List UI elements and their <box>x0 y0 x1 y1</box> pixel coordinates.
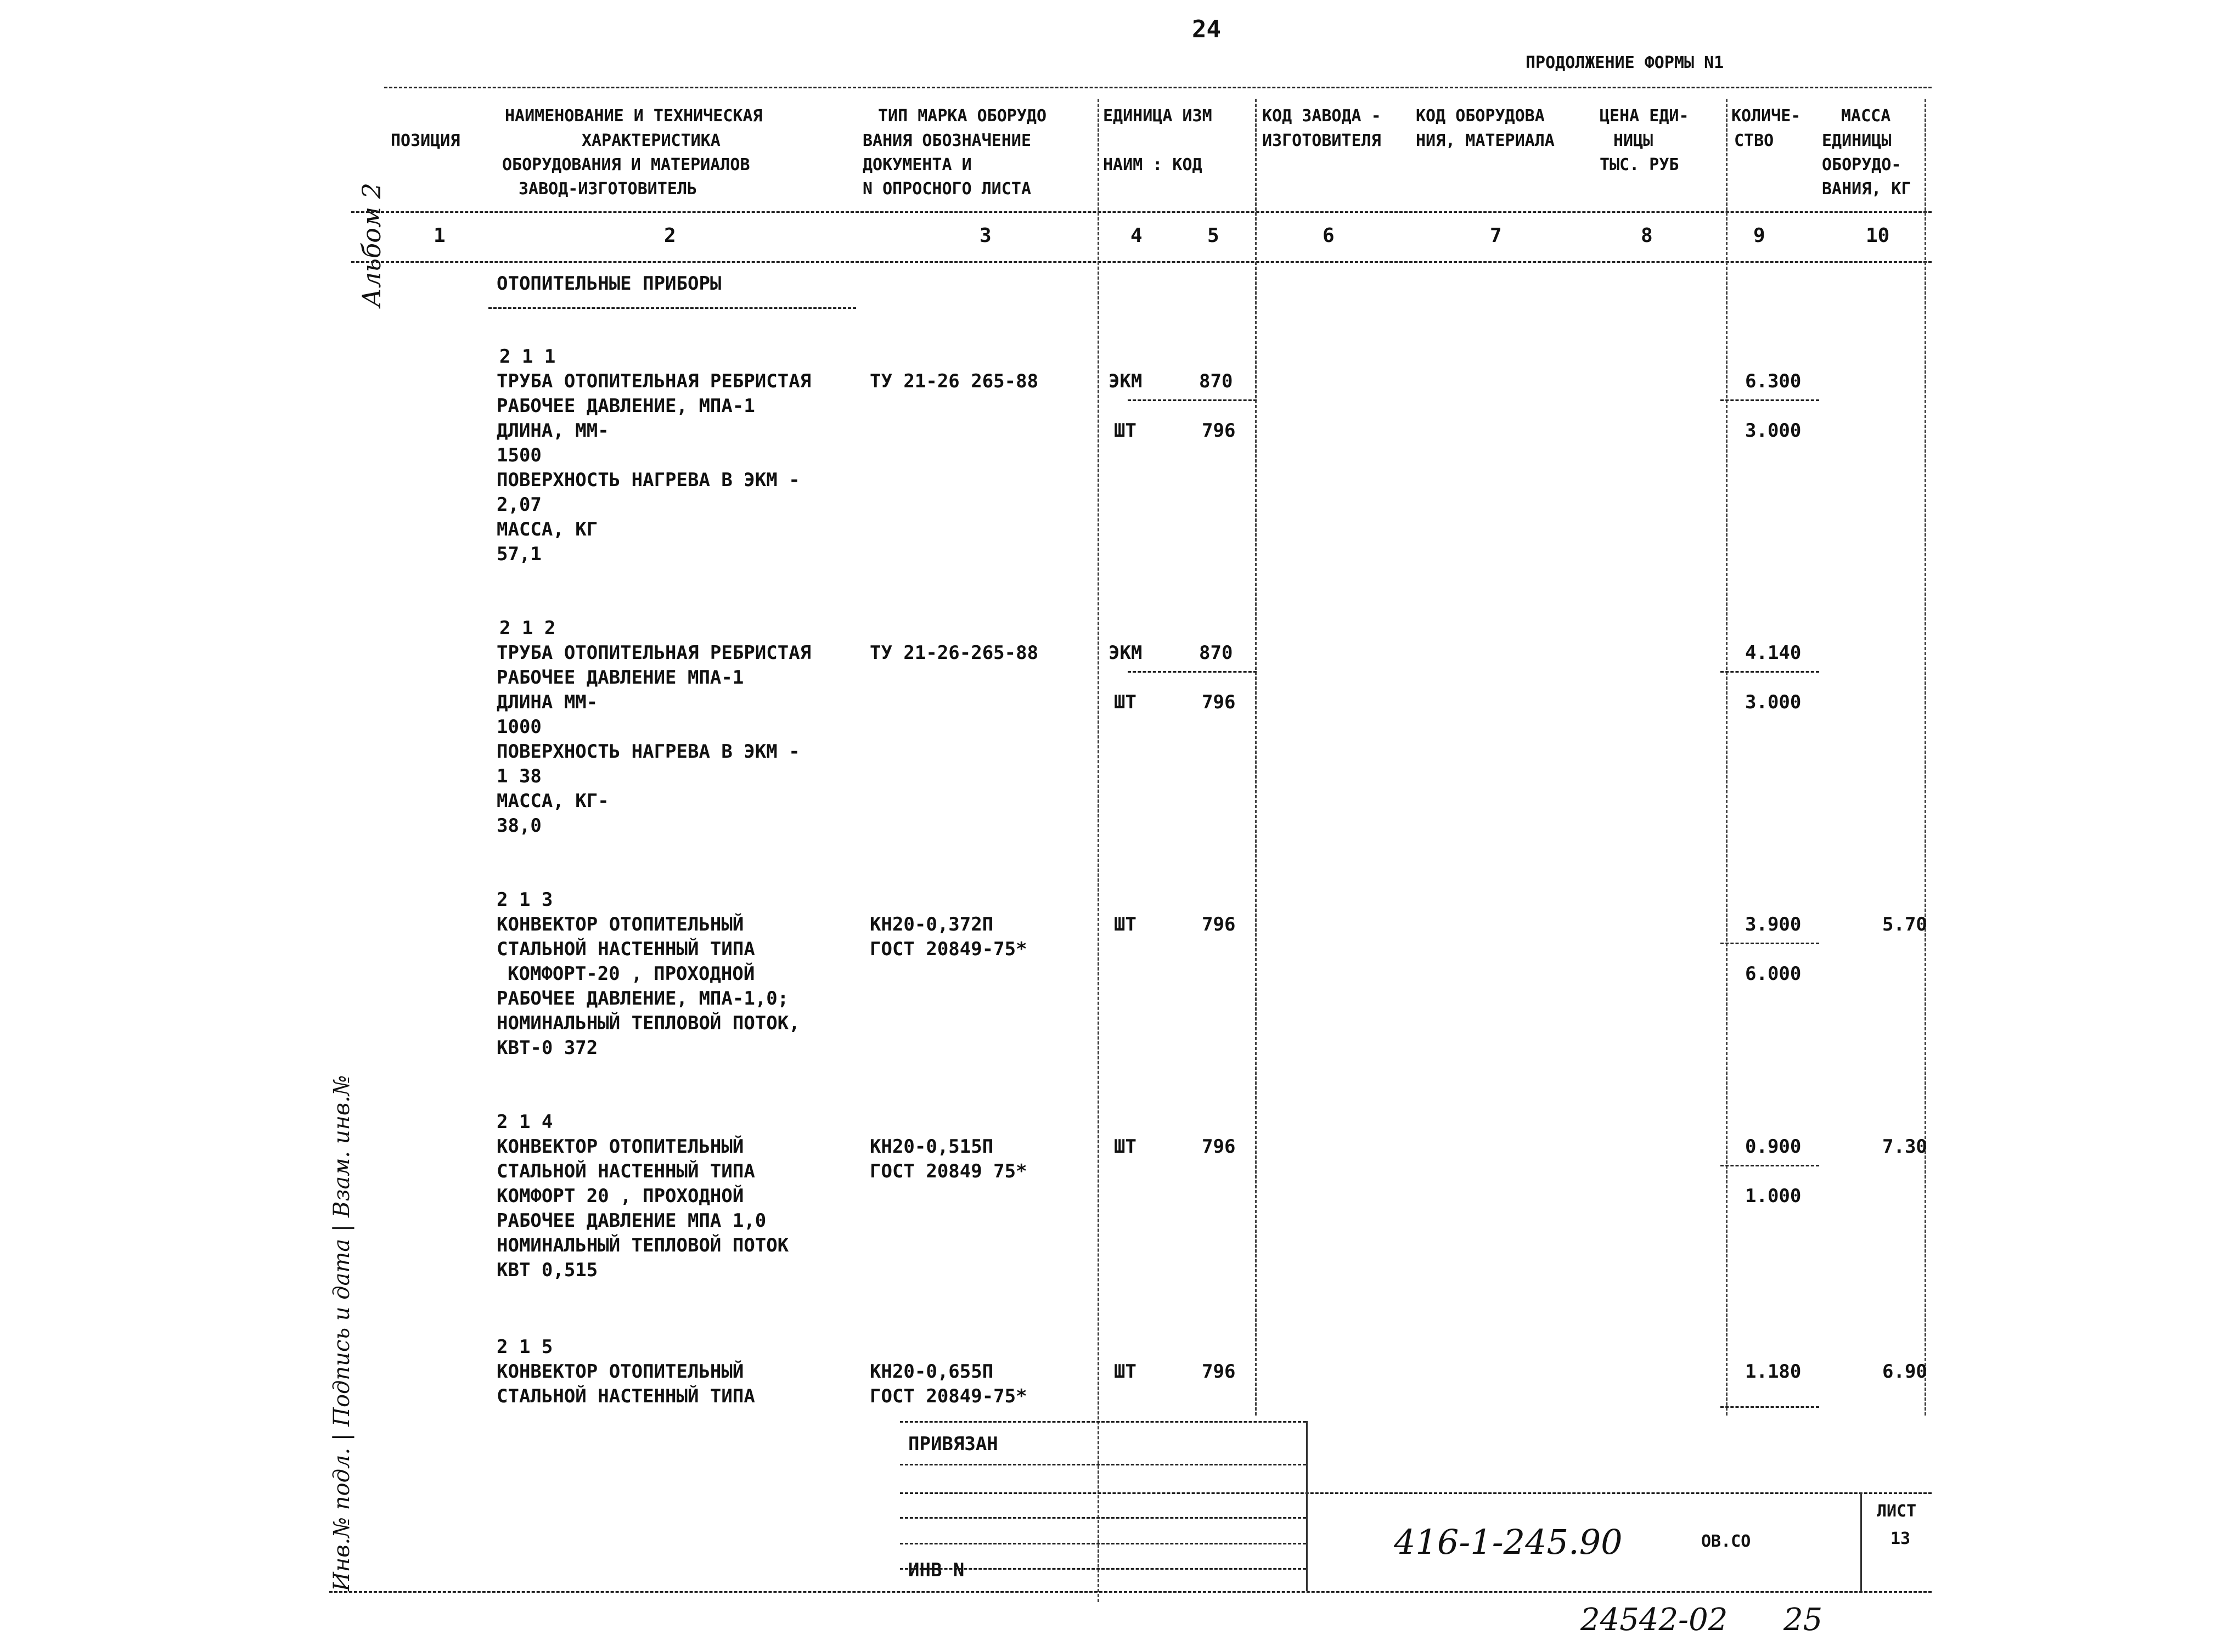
item-name-line: СТАЛЬНОЙ НАСТЕННЫЙ ТИПА <box>497 938 755 960</box>
item-unit-name: ЭКМ <box>1108 642 1143 664</box>
item-unit-code: 796 <box>1202 914 1236 935</box>
item-qty: 1.180 <box>1745 1361 1802 1383</box>
header-col3-line1: ТИП МАРКА ОБОРУДО <box>878 106 1047 126</box>
item-unit-code: 796 <box>1202 691 1236 713</box>
item-mass: 6.90 <box>1882 1361 1927 1383</box>
item-name-line: МАССА, КГ- <box>497 790 609 812</box>
item-name-line: ПОВЕРХНОСТЬ НАГРЕВА В ЭКМ - <box>497 469 800 491</box>
column-number: 7 <box>1490 224 1502 247</box>
stamp-inv-no: ИНВ N <box>908 1559 965 1581</box>
col-sep <box>1098 99 1099 1602</box>
item-name-line: 1 38 <box>497 765 542 787</box>
item-name-line: РАБОЧЕЕ ДАВЛЕНИЕ МПА 1,0 <box>497 1210 767 1232</box>
col-sep <box>1925 99 1926 1416</box>
item-name-line: НОМИНАЛЬНЫЙ ТЕПЛОВОЙ ПОТОК, <box>497 1012 800 1034</box>
item-type: ТУ 21-26 265-88 <box>870 370 1039 392</box>
item-type: КН20-0,655П <box>870 1361 994 1383</box>
header-col8-line2: НИЦЫ <box>1613 131 1653 150</box>
item-name-line: ПОВЕРХНОСТЬ НАГРЕВА В ЭКМ - <box>497 741 800 763</box>
item-qty: 4.140 <box>1745 642 1802 664</box>
item-qty: 6.000 <box>1745 963 1802 985</box>
header-col6-line1: КОД ЗАВОДА - <box>1262 106 1381 126</box>
item-name-line: РАБОЧЕЕ ДАВЛЕНИЕ МПА-1 <box>497 667 744 689</box>
stamp-sheet-label: ЛИСТ <box>1877 1502 1917 1521</box>
item-pos: 2 1 5 <box>497 1336 553 1358</box>
stamp-privyazan: ПРИВЯЗАН <box>908 1433 998 1455</box>
item-qty: 3.000 <box>1745 420 1802 442</box>
stamp-rule <box>900 1543 1306 1544</box>
header-col8-line1: ЦЕНА ЕДИ- <box>1600 106 1689 126</box>
item-pos: 2 1 2 <box>499 617 556 639</box>
stamp-rule <box>900 1492 1932 1494</box>
item-name-line: ТРУБА ОТОПИТЕЛЬНАЯ РЕБРИСТАЯ <box>497 642 812 664</box>
column-number: 1 <box>434 224 446 247</box>
item-unit-code: 796 <box>1202 1136 1236 1158</box>
item-unit-code: 870 <box>1199 642 1233 664</box>
header-col3-line2: ВАНИЯ ОБОЗНАЧЕНИЕ <box>863 131 1032 150</box>
item-type: ТУ 21-26-265-88 <box>870 642 1039 664</box>
item-unit-name: ЭКМ <box>1108 370 1143 392</box>
item-qty: 0.900 <box>1745 1136 1802 1158</box>
item-pos: 2 1 4 <box>497 1111 553 1133</box>
qty-divider <box>1720 399 1819 401</box>
header-col1: ПОЗИЦИЯ <box>391 131 460 150</box>
stamp-divider <box>1306 1421 1308 1591</box>
item-name-line: СТАЛЬНОЙ НАСТЕННЫЙ ТИПА <box>497 1385 755 1407</box>
header-col10-line2: ЕДИНИЦЫ <box>1822 131 1892 150</box>
column-number: 10 <box>1866 224 1890 247</box>
item-name-line: РАБОЧЕЕ ДАВЛЕНИЕ, МПА-1 <box>497 395 755 417</box>
column-number: 5 <box>1207 224 1219 247</box>
item-name-line: ДЛИНА ММ- <box>497 691 598 713</box>
header-col8-line3: ТЫС. РУБ <box>1600 155 1679 174</box>
item-type: ГОСТ 20849 75* <box>870 1160 1027 1182</box>
item-unit-name: ШТ <box>1114 420 1136 442</box>
item-qty: 3.900 <box>1745 914 1802 935</box>
qty-divider <box>1720 671 1819 673</box>
header-col45-line2: НАИМ : КОД <box>1103 155 1202 174</box>
stamp-doc-code: 416-1-245.90 <box>1394 1522 1623 1562</box>
item-name-line: МАССА, КГ <box>497 518 598 540</box>
column-number: 8 <box>1641 224 1653 247</box>
column-number: 6 <box>1323 224 1335 247</box>
rule-bottom <box>329 1591 1932 1593</box>
item-type: КН20-0,372П <box>870 914 994 935</box>
qty-divider <box>1720 1406 1819 1408</box>
section-underline <box>488 307 856 309</box>
item-name-line: КОМФОРТ-20 , ПРОХОДНОЙ <box>508 963 755 985</box>
item-pos: 2 1 1 <box>499 346 556 368</box>
item-name-line: КОНВЕКТОР ОТОПИТЕЛЬНЫЙ <box>497 1136 744 1158</box>
stamp-doc-suffix: ОВ.СО <box>1701 1532 1751 1551</box>
item-name-line: 1000 <box>497 716 542 738</box>
header-col7-line1: КОД ОБОРУДОВА <box>1416 106 1545 126</box>
item-name-line: КОНВЕКТОР ОТОПИТЕЛЬНЫЙ <box>497 914 744 935</box>
column-number: 3 <box>980 224 992 247</box>
header-col9-line1: КОЛИЧЕ- <box>1731 106 1801 126</box>
item-name-line: 38,0 <box>497 815 542 837</box>
item-name-line: СТАЛЬНОЙ НАСТЕННЫЙ ТИПА <box>497 1160 755 1182</box>
item-name-line: КВТ-0 372 <box>497 1037 598 1059</box>
column-number: 2 <box>664 224 676 247</box>
section-title: ОТОПИТЕЛЬНЫЕ ПРИБОРЫ <box>497 273 722 295</box>
item-name-line: КОМФОРТ 20 , ПРОХОДНОЙ <box>497 1185 744 1207</box>
item-name-line: ТРУБА ОТОПИТЕЛЬНАЯ РЕБРИСТАЯ <box>497 370 812 392</box>
item-unit-code: 870 <box>1199 370 1233 392</box>
continuation-title: ПРОДОЛЖЕНИЕ ФОРМЫ N1 <box>1526 53 1724 72</box>
unit-divider <box>1128 671 1257 673</box>
rule-header-bottom <box>351 211 1932 213</box>
item-qty: 1.000 <box>1745 1185 1802 1207</box>
item-qty: 6.300 <box>1745 370 1802 392</box>
stamp-rule <box>900 1517 1306 1519</box>
header-col7-line2: НИЯ, МАТЕРИАЛА <box>1416 131 1555 150</box>
stamp-sheet-number: 13 <box>1890 1529 1911 1548</box>
item-name-line: КВТ 0,515 <box>497 1259 598 1281</box>
footer-handwritten-number: 24542-02 <box>1580 1602 1728 1638</box>
item-type: КН20-0,515П <box>870 1136 994 1158</box>
item-mass: 5.70 <box>1882 914 1927 935</box>
header-col10-line3: ОБОРУДО- <box>1822 155 1901 174</box>
item-name-line: КОНВЕКТОР ОТОПИТЕЛЬНЫЙ <box>497 1361 744 1383</box>
header-col9-line2: СТВО <box>1734 131 1774 150</box>
header-col2-line2: ХАРАКТЕРИСТИКА <box>582 131 721 150</box>
header-col3-line4: N ОПРОСНОГО ЛИСТА <box>863 179 1032 199</box>
footer-handwritten-page: 25 <box>1783 1602 1823 1638</box>
item-mass: 7.30 <box>1882 1136 1927 1158</box>
item-unit-name: ШТ <box>1114 691 1136 713</box>
stamp-rule <box>900 1464 1306 1465</box>
side-label-stamp: Инв.№ подл. | Подпись и дата | Взам. инв.№ <box>329 1075 355 1591</box>
stamp-divider <box>1860 1492 1862 1591</box>
item-unit-name: ШТ <box>1114 914 1136 935</box>
item-name-line: 1500 <box>497 444 542 466</box>
rule-colnums-bottom <box>351 261 1932 263</box>
header-col45-line1: ЕДИНИЦА ИЗМ <box>1103 106 1212 126</box>
header-col10-line4: ВАНИЯ, КГ <box>1822 179 1911 199</box>
item-name-line: 57,1 <box>497 543 542 565</box>
stamp-rule <box>900 1421 1306 1423</box>
header-col2-line3: ОБОРУДОВАНИЯ И МАТЕРИАЛОВ <box>502 155 750 174</box>
column-number: 4 <box>1130 224 1143 247</box>
item-unit-code: 796 <box>1202 420 1236 442</box>
header-col2-line4: ЗАВОД-ИЗГОТОВИТЕЛЬ <box>519 179 697 199</box>
item-unit-name: ШТ <box>1114 1361 1136 1383</box>
item-unit-code: 796 <box>1202 1361 1236 1383</box>
item-name-line: 2,07 <box>497 494 542 516</box>
item-name-line: ДЛИНА, ММ- <box>497 420 609 442</box>
col-sep <box>1726 99 1728 1416</box>
header-col3-line3: ДОКУМЕНТА И <box>863 155 972 174</box>
side-label-album: Альбом 2 <box>357 183 386 307</box>
item-pos: 2 1 3 <box>497 889 553 911</box>
header-col2-line1: НАИМЕНОВАНИЕ И ТЕХНИЧЕСКАЯ <box>505 106 763 126</box>
header-col6-line2: ИЗГОТОВИТЕЛЯ <box>1262 131 1381 150</box>
qty-divider <box>1720 1165 1819 1166</box>
item-type: ГОСТ 20849-75* <box>870 938 1027 960</box>
item-qty: 3.000 <box>1745 691 1802 713</box>
item-name-line: РАБОЧЕЕ ДАВЛЕНИЕ, МПА-1,0; <box>497 988 789 1010</box>
qty-divider <box>1720 943 1819 944</box>
col-sep <box>1255 99 1257 1416</box>
item-type: ГОСТ 20849-75* <box>870 1385 1027 1407</box>
item-unit-name: ШТ <box>1114 1136 1136 1158</box>
page-number: 24 <box>1192 15 1221 43</box>
column-number: 9 <box>1753 224 1765 247</box>
unit-divider <box>1128 399 1257 401</box>
header-col10-line1: МАССА <box>1841 106 1891 126</box>
item-name-line: НОМИНАЛЬНЫЙ ТЕПЛОВОЙ ПОТОК <box>497 1234 789 1256</box>
rule-top <box>384 87 1932 88</box>
